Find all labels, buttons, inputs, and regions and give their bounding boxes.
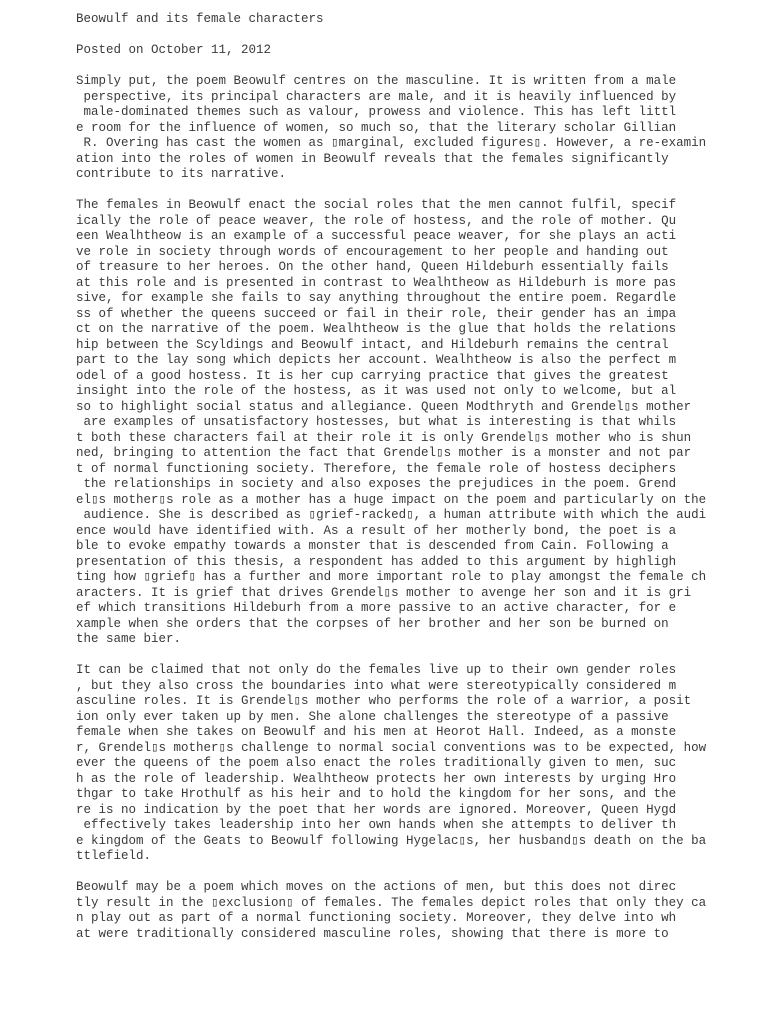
- paragraph-line: ence would have identified with. As a result of her motherly bond, the poet is a: [76, 523, 677, 538]
- paragraph-spacer: [76, 183, 756, 199]
- paragraph-line: ically the role of peace weaver, the role of hostess, and the role of mother. Qu: [76, 213, 677, 228]
- paragraph-line: female when she takes on Beowulf and his men at Heorot Hall. Indeed, as a monste: [76, 725, 677, 739]
- paragraph-line: sive, for example she fails to say anything throughout the entire poem. Regardle: [76, 291, 677, 305]
- paragraph-line: thgar to take Hrothulf as his heir and to hold the kingdom for her sons, and the: [76, 787, 677, 801]
- paragraph-line: h as the role of leadership. Wealhtheow protects her own interests by urging Hro: [76, 771, 677, 786]
- paragraph-line: xample when she orders that the corpses of her brother and her son be burned on: [76, 616, 669, 631]
- paragraph: [76, 880, 756, 942]
- paragraph-line: of treasure to her heroes. On the other hand, Queen Hildeburh essentially fails: [76, 260, 669, 274]
- paragraph-line: ct on the narrative of the poem. Wealhtheow is the glue that holds the relations: [76, 322, 677, 336]
- paragraph-line: the same bier.: [76, 632, 182, 646]
- paragraph-line: presentation of this thesis, a respondent has added to this argument by highligh: [76, 554, 677, 569]
- spacer: [76, 28, 756, 44]
- paragraph-line: at this role and is presented in contrast to Wealhtheow as Hildeburh is more pas: [76, 275, 677, 290]
- paragraph-line: e kingdom of the Geats to Beowulf following Hygelac▯s, her husband▯s death on the ba: [76, 833, 707, 848]
- paragraph: [76, 663, 756, 865]
- document-title: Beowulf and its female characters: [76, 12, 324, 26]
- paragraph-line: contribute to its narrative.: [76, 167, 287, 181]
- paragraph-line: so to highlight social status and allegiance. Queen Modthryth and Grendel▯s mother: [76, 399, 692, 414]
- paragraph-line: ever the queens of the poem also enact the roles traditionally given to men, suc: [76, 756, 677, 770]
- paragraph-line: een Wealhtheow is an example of a successful peace weaver, for she plays an acti: [76, 229, 677, 243]
- paragraph: [76, 74, 756, 183]
- paragraph-line: t of normal functioning society. Therefore, the female role of hostess deciphers: [76, 461, 677, 476]
- paragraph-line: ve role in society through words of encouragement to her people and handing out: [76, 244, 669, 259]
- paragraph-line: insight into the role of the hostess, as it was used not only to welcome, but al: [76, 384, 677, 398]
- paragraph-line: ting how ▯grief▯ has a further and more important role to play amongst the female ch: [76, 570, 707, 584]
- paragraph-line: t both these characters fail at their role it is only Grendel▯s mother who is shun: [76, 430, 692, 445]
- post-date: Posted on October 11, 2012: [76, 43, 272, 57]
- paragraph-line: r, Grendel▯s mother▯s challenge to normal social conventions was to be expected, how: [76, 740, 707, 755]
- paragraph-line: part to the lay song which depicts her account. Wealhtheow is also the perfect m: [76, 353, 677, 367]
- paragraph-line: audience. She is described as ▯grief-racked▯, a human attribute with which the audi: [76, 508, 707, 522]
- paragraph-line: ation into the roles of women in Beowulf reveals that the females significantly: [76, 151, 669, 166]
- paragraph-line: perspective, its principal characters are male, and it is heavily influenced by: [76, 89, 677, 104]
- paragraph-line: aracters. It is grief that drives Grendel▯s mother to avenge her son and it is gri: [76, 585, 692, 600]
- paragraph-line: , but they also cross the boundaries into what were stereotypically considered m: [76, 678, 677, 693]
- paragraph-spacer: [76, 648, 756, 664]
- paragraph-line: The females in Beowulf enact the social roles that the men cannot fulfil, specif: [76, 198, 677, 212]
- spacer: [76, 59, 756, 75]
- paragraph-spacer: [76, 865, 756, 881]
- paragraph-line: are examples of unsatisfactory hostesses, but what is interesting is that whils: [76, 415, 677, 429]
- paragraph-line: Beowulf may be a poem which moves on the actions of men, but this does not direc: [76, 880, 677, 894]
- paragraph-line: effectively takes leadership into her own hands when she attempts to deliver th: [76, 818, 677, 832]
- article-body: [76, 74, 756, 942]
- paragraph-line: the relationships in society and also exposes the prejudices in the poem. Grend: [76, 477, 677, 491]
- paragraph-line: male-dominated themes such as valour, prowess and violence. This has left littl: [76, 105, 677, 119]
- paragraph-line: at were traditionally considered masculine roles, showing that there is more to: [76, 926, 669, 941]
- paragraph-line: Simply put, the poem Beowulf centres on the masculine. It is written from a male: [76, 74, 677, 88]
- paragraph-line: e room for the influence of women, so much so, that the literary scholar Gillian: [76, 120, 677, 135]
- paragraph-line: ned, bringing to attention the fact that Grendel▯s mother is a monster and not par: [76, 446, 692, 460]
- paragraph: [76, 198, 756, 648]
- paragraph-line: tly result in the ▯exclusion▯ of females. The females depict roles that only they ca: [76, 895, 707, 910]
- paragraph-line: ttlefield.: [76, 849, 152, 863]
- paragraph-line: ss of whether the queens succeed or fail in their role, their gender has an impa: [76, 306, 677, 321]
- paragraph-line: odel of a good hostess. It is her cup carrying practice that gives the greatest: [76, 368, 669, 383]
- paragraph-line: asculine roles. It is Grendel▯s mother who performs the role of a warrior, a posit: [76, 694, 692, 708]
- paragraph-line: ef which transitions Hildeburh from a more passive to an active character, for e: [76, 601, 677, 615]
- paragraph-line: re is no indication by the poet that her words are ignored. Moreover, Queen Hygd: [76, 802, 677, 817]
- document-page: [76, 12, 756, 942]
- paragraph-line: n play out as part of a normal functioning society. Moreover, they delve into wh: [76, 911, 677, 925]
- paragraph-line: hip between the Scyldings and Beowulf intact, and Hildeburh remains the central: [76, 337, 669, 352]
- paragraph-line: ble to evoke empathy towards a monster that is descended from Cain. Following a: [76, 539, 669, 553]
- paragraph-line: el▯s mother▯s role as a mother has a huge impact on the poem and particularly on the: [76, 492, 707, 507]
- paragraph-line: R. Overing has cast the women as ▯marginal, excluded figures▯. However, a re-examin: [76, 136, 707, 150]
- paragraph-line: It can be claimed that not only do the females live up to their own gender roles: [76, 663, 677, 677]
- paragraph-line: ion only ever taken up by men. She alone challenges the stereotype of a passive: [76, 709, 669, 724]
